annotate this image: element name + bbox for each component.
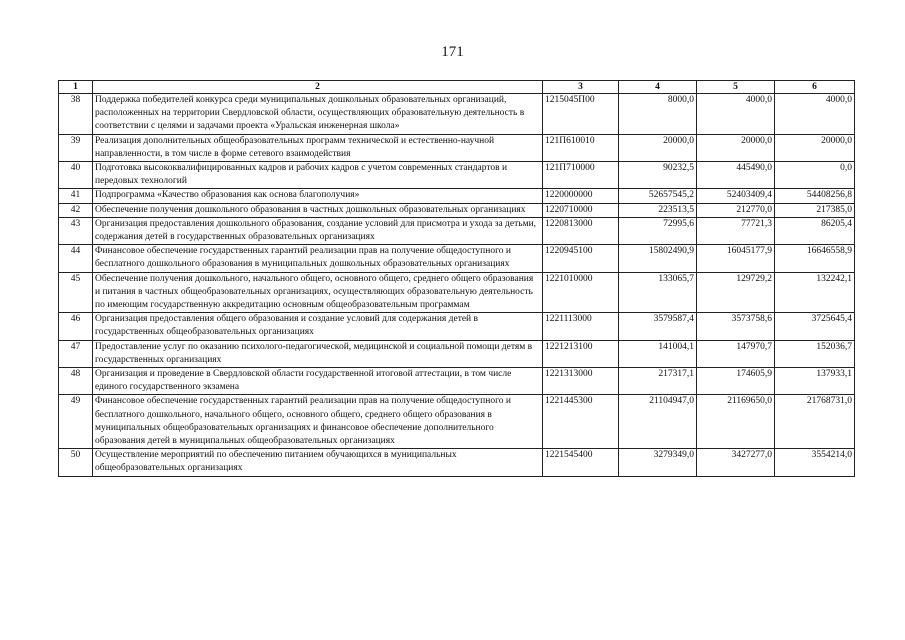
row-value-col5: 445490,0 xyxy=(697,162,775,189)
row-code: 1221313000 xyxy=(543,368,619,395)
row-value-col6: 3725645,4 xyxy=(775,313,855,340)
row-code: 1221445300 xyxy=(543,395,619,449)
row-value-col5: 52403409,4 xyxy=(697,189,775,203)
row-number: 46 xyxy=(59,313,93,340)
row-description: Финансовое обеспечение государственных гарантий реализации прав на получение общедоступного и бесплатного дошкольного, начального общего, основного общего, среднего общего образования в муниципальных общеобразовательных организациях и финансовое обеспечение дополнительного образования детей в муниципальных общеобразовательных организациях xyxy=(93,395,543,449)
row-code: 1220813000 xyxy=(543,217,619,244)
row-number: 49 xyxy=(59,395,93,449)
table-row xyxy=(59,313,855,340)
header-col-2: 2 xyxy=(93,81,543,94)
row-description: Реализация дополнительных общеобразовательных программ технической и естественно-научной направленности, в том числе в форме сетевого взаимодействия xyxy=(93,134,543,161)
row-value-col5: 21169650,0 xyxy=(697,395,775,449)
row-description: Организация предоставления дошкольного образования, создание условий для присмотра и ухода за детьми, содержания детей в государственных образовательных организациях xyxy=(93,217,543,244)
table-row xyxy=(59,340,855,367)
row-code: 1220945100 xyxy=(543,245,619,272)
row-value-col5: 212770,0 xyxy=(697,203,775,217)
row-value-col6: 137933,1 xyxy=(775,368,855,395)
row-value-col6: 132242,1 xyxy=(775,272,855,313)
row-description: Подготовка высококвалифицированных кадров и рабочих кадров с учетом современных стандартов и передовых технологий xyxy=(93,162,543,189)
row-number: 47 xyxy=(59,340,93,367)
row-number: 43 xyxy=(59,217,93,244)
header-col-3: 3 xyxy=(543,81,619,94)
header-col-4: 4 xyxy=(619,81,697,94)
row-code: 1220000000 xyxy=(543,189,619,203)
table-row xyxy=(59,94,855,135)
row-number: 41 xyxy=(59,189,93,203)
row-code: 121П710000 xyxy=(543,162,619,189)
row-value-col4: 223513,5 xyxy=(619,203,697,217)
row-value-col6: 20000,0 xyxy=(775,134,855,161)
row-value-col4: 3579587,4 xyxy=(619,313,697,340)
table-row xyxy=(59,395,855,449)
table-row xyxy=(59,162,855,189)
row-value-col4: 21104947,0 xyxy=(619,395,697,449)
row-value-col6: 21768731,0 xyxy=(775,395,855,449)
row-number: 40 xyxy=(59,162,93,189)
row-value-col4: 133065,7 xyxy=(619,272,697,313)
row-code: 1221113000 xyxy=(543,313,619,340)
row-value-col4: 15802490,9 xyxy=(619,245,697,272)
row-value-col4: 72995,6 xyxy=(619,217,697,244)
row-description: Подпрограмма «Качество образования как основа благополучия» xyxy=(93,189,543,203)
row-number: 48 xyxy=(59,368,93,395)
row-description: Обеспечение получения дошкольного, начального общего, основного общего, среднего общего образования и питания в частных общеобразовательных организациях, осуществляющих образовательную деятельность по имеющим государственную аккредитацию основным общеобразовательным программам xyxy=(93,272,543,313)
row-description: Организация предоставления общего образования и создание условий для содержания детей в государственных общеобразовательных организациях xyxy=(93,313,543,340)
row-description: Организация и проведение в Свердловской области государственной итоговой аттестации, в том числе единого государственного экзамена xyxy=(93,368,543,395)
row-code: 1221213100 xyxy=(543,340,619,367)
page-number: 171 xyxy=(441,44,464,60)
row-value-col5: 20000,0 xyxy=(697,134,775,161)
table-row xyxy=(59,449,855,476)
row-number: 44 xyxy=(59,245,93,272)
row-code: 121П610010 xyxy=(543,134,619,161)
row-code: 1221010000 xyxy=(543,272,619,313)
table-row xyxy=(59,189,855,203)
row-value-col4: 217317,1 xyxy=(619,368,697,395)
row-number: 45 xyxy=(59,272,93,313)
row-description: Осуществление мероприятий по обеспечению питанием обучающихся в муниципальных общеобразовательных организациях xyxy=(93,449,543,476)
row-value-col4: 90232,5 xyxy=(619,162,697,189)
row-value-col6: 54408256,8 xyxy=(775,189,855,203)
header-col-5: 5 xyxy=(697,81,775,94)
row-description: Предоставление услуг по оказанию психолого-педагогической, медицинской и социальной помощи детям в государственных организациях xyxy=(93,340,543,367)
row-value-col6: 86205,4 xyxy=(775,217,855,244)
row-value-col5: 3427277,0 xyxy=(697,449,775,476)
table-row xyxy=(59,203,855,217)
table-row xyxy=(59,245,855,272)
row-value-col6: 4000,0 xyxy=(775,94,855,135)
row-number: 50 xyxy=(59,449,93,476)
budget-table xyxy=(58,80,855,477)
row-value-col4: 8000,0 xyxy=(619,94,697,135)
header-col-6: 6 xyxy=(775,81,855,94)
row-value-col6: 217385,0 xyxy=(775,203,855,217)
row-value-col4: 141004,1 xyxy=(619,340,697,367)
header-row xyxy=(59,81,855,94)
table-row xyxy=(59,217,855,244)
row-number: 39 xyxy=(59,134,93,161)
table-row xyxy=(59,272,855,313)
row-value-col5: 4000,0 xyxy=(697,94,775,135)
row-value-col6: 16646558,9 xyxy=(775,245,855,272)
row-value-col6: 3554214,0 xyxy=(775,449,855,476)
row-description: Поддержка победителей конкурса среди муниципальных дошкольных образовательных организаций, расположенных на территории Свердловской области, осуществляющих образовательную деятельность в соответствии с целями и задачами проекта «Уральская инженерная школа» xyxy=(93,94,543,135)
row-value-col4: 52657545,2 xyxy=(619,189,697,203)
row-value-col5: 129729,2 xyxy=(697,272,775,313)
table-row xyxy=(59,134,855,161)
row-code: 1215045П00 xyxy=(543,94,619,135)
row-value-col5: 174605,9 xyxy=(697,368,775,395)
row-description: Финансовое обеспечение государственных гарантий реализации прав на получение общедоступного и бесплатного дошкольного образования в муниципальных дошкольных образовательных организациях xyxy=(93,245,543,272)
row-value-col5: 147970,7 xyxy=(697,340,775,367)
row-description: Обеспечение получения дошкольного образования в частных дошкольных образовательных организациях xyxy=(93,203,543,217)
row-value-col5: 16045177,9 xyxy=(697,245,775,272)
row-value-col4: 20000,0 xyxy=(619,134,697,161)
header-col-1: 1 xyxy=(59,81,93,94)
row-value-col5: 77721,3 xyxy=(697,217,775,244)
row-value-col5: 3573758,6 xyxy=(697,313,775,340)
row-number: 42 xyxy=(59,203,93,217)
row-code: 1221545400 xyxy=(543,449,619,476)
row-value-col4: 3279349,0 xyxy=(619,449,697,476)
row-number: 38 xyxy=(59,94,93,135)
row-value-col6: 0,0 xyxy=(775,162,855,189)
table-row xyxy=(59,368,855,395)
row-code: 1220710000 xyxy=(543,203,619,217)
row-value-col6: 152036,7 xyxy=(775,340,855,367)
